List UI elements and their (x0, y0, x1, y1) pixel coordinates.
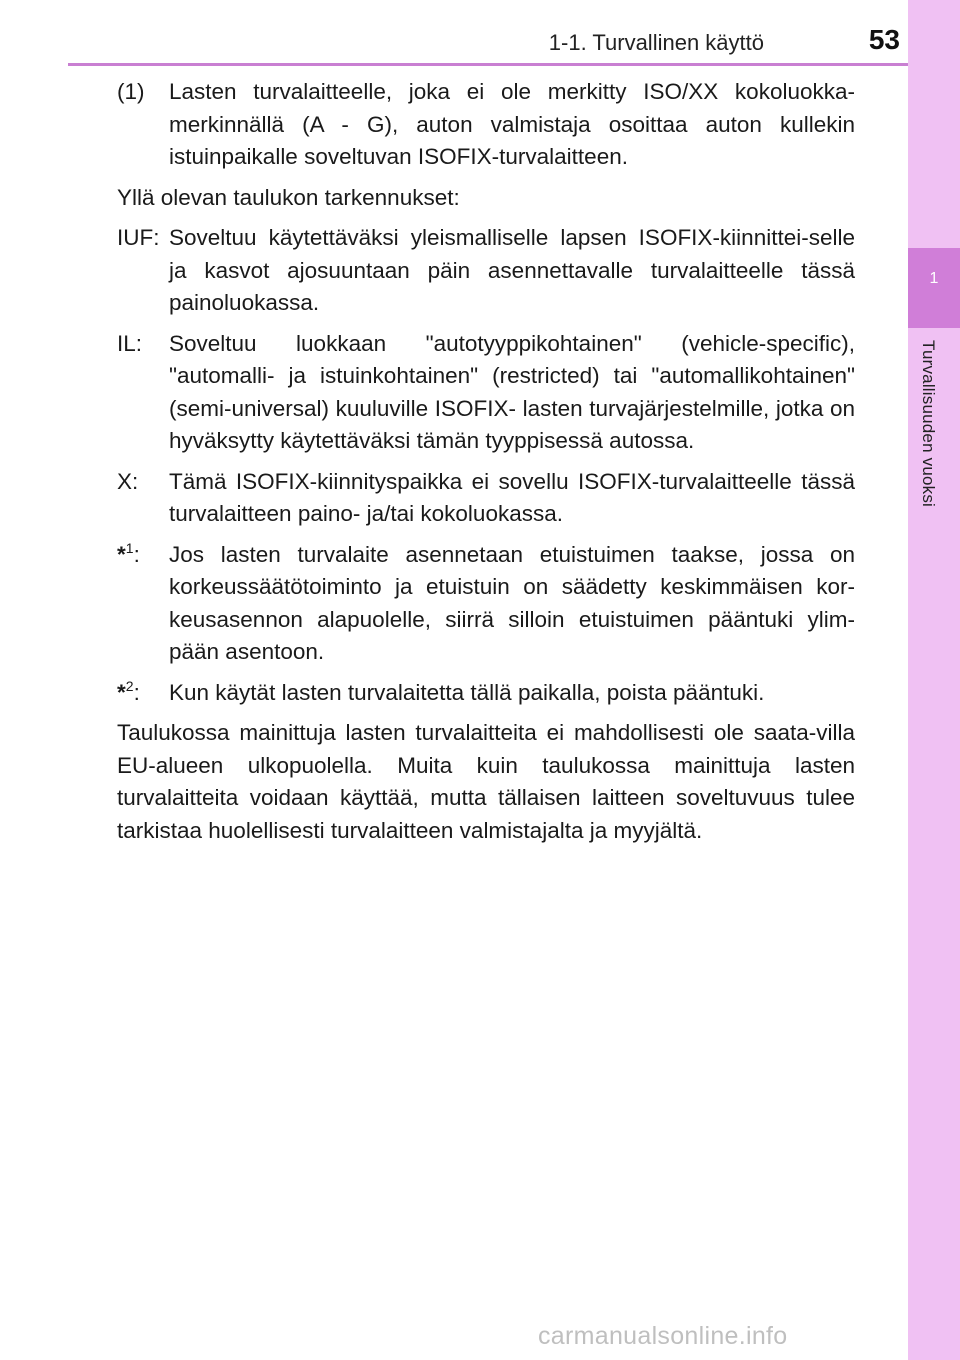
definition-text: Tämä ISOFIX-kiinnityspaikka ei sovellu ISOFIX-turvalaitteelle tässä turvalaitteen paino- ja/tai kokoluokassa. (169, 468, 855, 526)
footnote-number: 1 (125, 539, 134, 556)
footnote-star: * (117, 679, 126, 705)
chapter-number: 1 (929, 270, 939, 287)
note-entry (117, 76, 855, 174)
header-divider (68, 63, 908, 66)
footnote-key (117, 677, 169, 710)
intro-paragraph: Yllä olevan taulukon tarkennukset: (117, 184, 460, 210)
footnote-colon: : (133, 541, 140, 567)
definition-key: IL: (117, 330, 143, 356)
footnote-text: Jos lasten turvalaite asennetaan etuistuimen taakse, jossa on korkeussäätötoiminto ja etuistuin on säädetty keskimmäisen kor-keusasennon alapuolelle, siirrä silloin etuistuimen pääntuki ylim-pään asentoon. (169, 541, 855, 664)
definition-text: Soveltuu luokkaan "autotyyppikohtainen" (vehicle-specific), "automalli- ja istuinkohtainen" (restricted) tai "automallikohtainen" (semi-universal) kuuluville ISOFIX- lasten turvajärjestelmille, jotka on hyväksytty käytettäväksi tämän tyyppisessä autossa. (169, 330, 855, 453)
section-title: 1-1. Turvallinen käyttö (548, 30, 764, 55)
chapter-tab-active-marker[interactable] (908, 248, 960, 328)
footnote-1 (117, 539, 855, 669)
closing-paragraph: Taulukossa mainittuja lasten turvalaitteita ei mahdollisesti ole saata-villa EU-alueen ulkopuolella. Muita kuin taulukossa mainittuja lasten turvalaitteita voidaan käyttää, mutta tällaisen laitteen soveltuvuus tulee tarkistaa huolellisesti turvalaitteen valmistajalta ja myyjältä. (117, 720, 855, 843)
definition-key: IUF: (117, 225, 160, 250)
footnote-2 (117, 677, 855, 710)
definition-iuf (117, 222, 855, 320)
footnote-star: * (117, 541, 126, 567)
definition-key: X: (117, 468, 139, 494)
footnote-number: 2 (125, 677, 134, 694)
page-number: 53 (868, 24, 900, 55)
note-text: Lasten turvalaitteelle, joka ei ole merkitty ISO/XX kokoluokka-merkinnällä (A - G), auton valmistaja osoittaa auton kullekin istuinpaikalle soveltuvan ISOFIX-turvalaitteen. (169, 79, 855, 169)
footnote-colon: : (133, 679, 140, 705)
note-key: (1) (117, 79, 145, 104)
page-body (117, 76, 855, 855)
definition-x (117, 466, 855, 531)
site-watermark: carmanualsonline.info (538, 1322, 788, 1350)
definition-il (117, 328, 855, 458)
footnote-key (117, 539, 169, 669)
footnote-text: Kun käytät lasten turvalaitetta tällä paikalla, poista pääntuki. (169, 679, 765, 705)
definition-text: Soveltuu käytettäväksi yleismalliselle lapsen ISOFIX-kiinnittei-selle ja kasvot ajosuuntaan päin asennettavalle turvalaitteelle tässä painoluokassa. (169, 225, 855, 315)
chapter-side-tab (908, 0, 960, 1360)
chapter-label: Turvallisuuden vuoksi (919, 340, 938, 508)
